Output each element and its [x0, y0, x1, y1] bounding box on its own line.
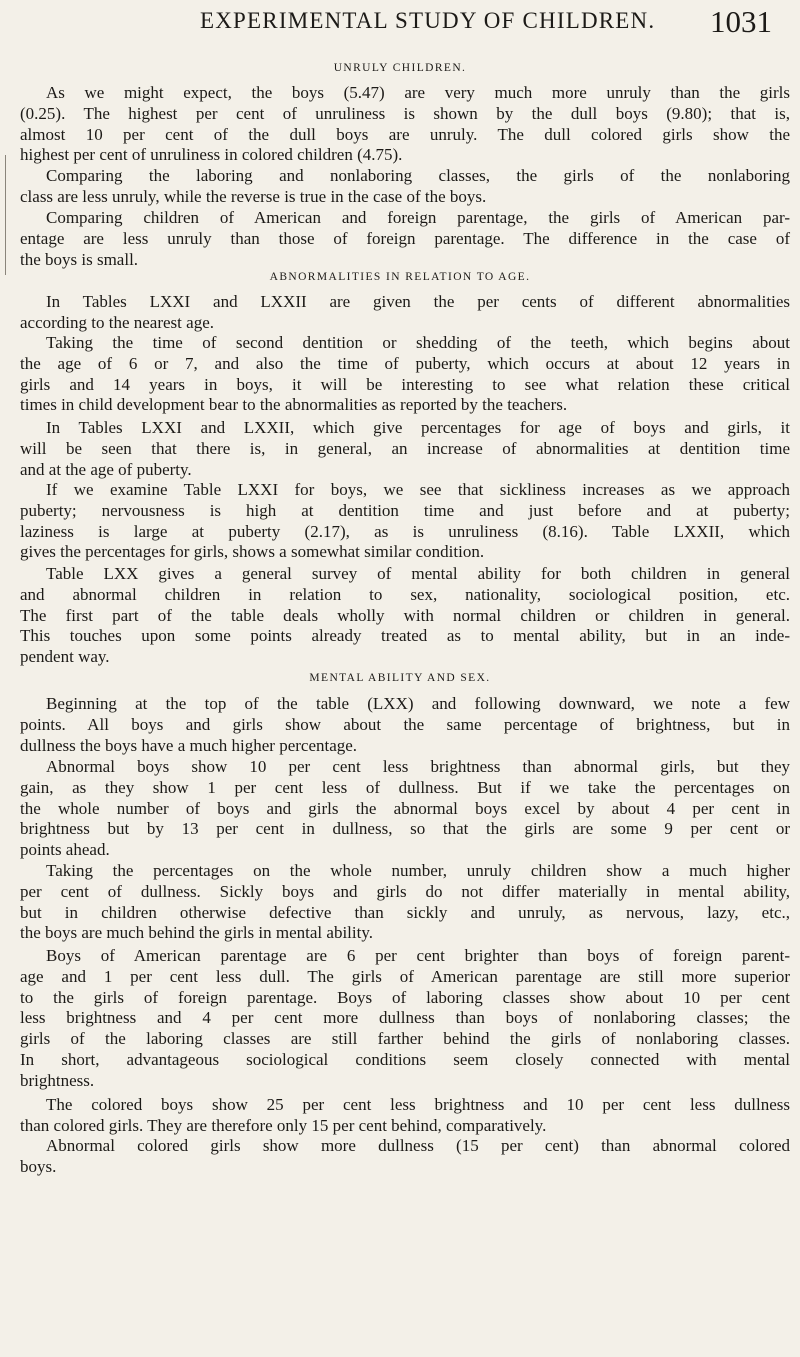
text-line: In short, advantageous sociological conditions seem closely connected with mental	[20, 1049, 790, 1069]
text-line: times in child development bear to the abnormalities as reported by the teachers.	[20, 395, 568, 415]
text-line: (0.25). The highest per cent of unruliness is shown by the dull boys (9.80); that is,	[20, 103, 790, 123]
text-line: less brightness and 4 per cent more dullness than boys of nonlaboring classes; the	[20, 1008, 790, 1028]
text-line: If we examine Table LXXI for boys, we see that sickliness increases as we approach	[46, 480, 790, 499]
text-line: pendent way.	[20, 647, 110, 667]
page-number: 1031	[710, 4, 772, 39]
paragraph	[20, 694, 790, 756]
text-line: laziness is large at puberty (2.17), as is unruliness (8.16). Table LXXII, which	[20, 521, 790, 541]
text-line: the age of 6 or 7, and also the time of puberty, which occurs at about 12 years in	[20, 353, 790, 373]
text-line: Taking the percentages on the whole number, unruly children show a much higher	[46, 861, 790, 880]
paragraph	[20, 166, 790, 208]
text-line: The colored boys show 25 per cent less brightness and 10 per cent less dullness	[46, 1095, 790, 1114]
text-line: The first part of the table deals wholly with normal children or children in general.	[20, 605, 790, 625]
text-line: per cent of dullness. Sickly boys and girls do not differ materially in mental ability,	[20, 881, 790, 901]
section-heading: UNRULY CHILDREN.	[333, 62, 467, 74]
paragraph	[20, 861, 790, 944]
paragraph	[20, 946, 790, 1092]
text-line: and at the age of puberty.	[20, 459, 192, 479]
text-line: according to the nearest age.	[20, 312, 214, 332]
paragraph	[20, 83, 790, 166]
running-head	[0, 2, 800, 42]
text-line: will be seen that there is, in general, an increase of abnormalities at dentition time	[20, 438, 790, 458]
paragraph	[20, 333, 790, 416]
paragraph	[20, 418, 790, 480]
paragraph	[20, 757, 790, 861]
paragraph	[20, 564, 790, 668]
text-line: the whole number of boys and girls the abnormal boys excel by about 4 per cent in	[20, 798, 790, 818]
running-title: EXPERIMENTAL STUDY OF CHILDREN.	[200, 8, 656, 33]
text-line: than colored girls. They are therefore only 15 per cent behind, comparatively.	[20, 1115, 547, 1135]
text-line: Table LXX gives a general survey of mental ability for both children in general	[46, 564, 790, 583]
paragraph	[20, 1136, 790, 1178]
text-line: brightness.	[20, 1070, 95, 1090]
text-line: almost 10 per cent of the dull boys are unruly. The dull colored girls show the	[20, 124, 790, 144]
text-line: highest per cent of unruliness in colored children (4.75).	[20, 145, 403, 165]
text-line: but in children otherwise defective than sickly and unruly, as nervous, lazy, etc.,	[20, 902, 790, 922]
text-line: In Tables LXXI and LXXII are given the per cents of different abnormalities	[46, 292, 790, 311]
text-line: gain, as they show 1 per cent less of dullness. But if we take the percentages on	[20, 777, 790, 797]
text-line: In Tables LXXI and LXXII, which give percentages for age of boys and girls, it	[46, 418, 790, 437]
text-line: the boys are much behind the girls in mental ability.	[20, 923, 373, 943]
text-line: entage are less unruly than those of foreign parentage. The difference in the case of	[20, 228, 790, 248]
text-line: Beginning at the top of the table (LXX) and following downward, we note a few	[46, 694, 790, 713]
text-line: Taking the time of second dentition or shedding of the teeth, which begins about	[46, 333, 790, 352]
text-line: points ahead.	[20, 840, 110, 860]
text-line: boys.	[20, 1156, 57, 1176]
section-heading: MENTAL ABILITY AND SEX.	[309, 672, 491, 684]
text-line: the boys is small.	[20, 249, 139, 269]
text-line: and abnormal children in relation to sex, nationality, sociological position, etc.	[20, 584, 790, 604]
margin-mark	[5, 155, 6, 275]
section-heading: ABNORMALITIES IN RELATION TO AGE.	[269, 271, 531, 283]
paragraph	[20, 1095, 790, 1137]
text-line: dullness the boys have a much higher percentage.	[20, 735, 358, 755]
text-line: girls and 14 years in boys, it will be interesting to see what relation these critical	[20, 374, 790, 394]
paragraph	[20, 208, 790, 270]
text-line: to the girls of foreign parentage. Boys of laboring classes show about 10 per cent	[20, 987, 790, 1007]
text-line: Comparing children of American and foreign parentage, the girls of American par-	[46, 208, 790, 227]
text-line: girls of the laboring classes are still farther behind the girls of nonlaboring classes.	[20, 1029, 790, 1049]
text-line: class are less unruly, while the reverse is true in the case of the boys.	[20, 186, 487, 206]
paragraph	[20, 480, 790, 563]
text-line: brightness but by 13 per cent in dullness, so that the girls are some 9 per cent or	[20, 819, 790, 839]
text-line: points. All boys and girls show about the same percentage of brightness, but in	[20, 714, 790, 734]
text-line: Comparing the laboring and nonlaboring classes, the girls of the nonlaboring	[46, 166, 790, 185]
text-line: gives the percentages for girls, shows a somewhat similar condition.	[20, 542, 485, 562]
text-line: As we might expect, the boys (5.47) are very much more unruly than the girls	[46, 83, 790, 102]
text-line: Boys of American parentage are 6 per cent brighter than boys of foreign parent-	[46, 946, 790, 965]
paragraph	[20, 292, 790, 334]
text-line: This touches upon some points already treated as to mental ability, but in an inde-	[20, 626, 790, 646]
text-line: puberty; nervousness is high at dentition time and just before and at puberty;	[20, 500, 790, 520]
text-line: Abnormal boys show 10 per cent less brightness than abnormal girls, but they	[46, 757, 790, 776]
text-line: age and 1 per cent less dull. The girls of American parentage are still more superior	[20, 966, 790, 986]
text-line: Abnormal colored girls show more dullness (15 per cent) than abnormal colored	[46, 1136, 790, 1155]
